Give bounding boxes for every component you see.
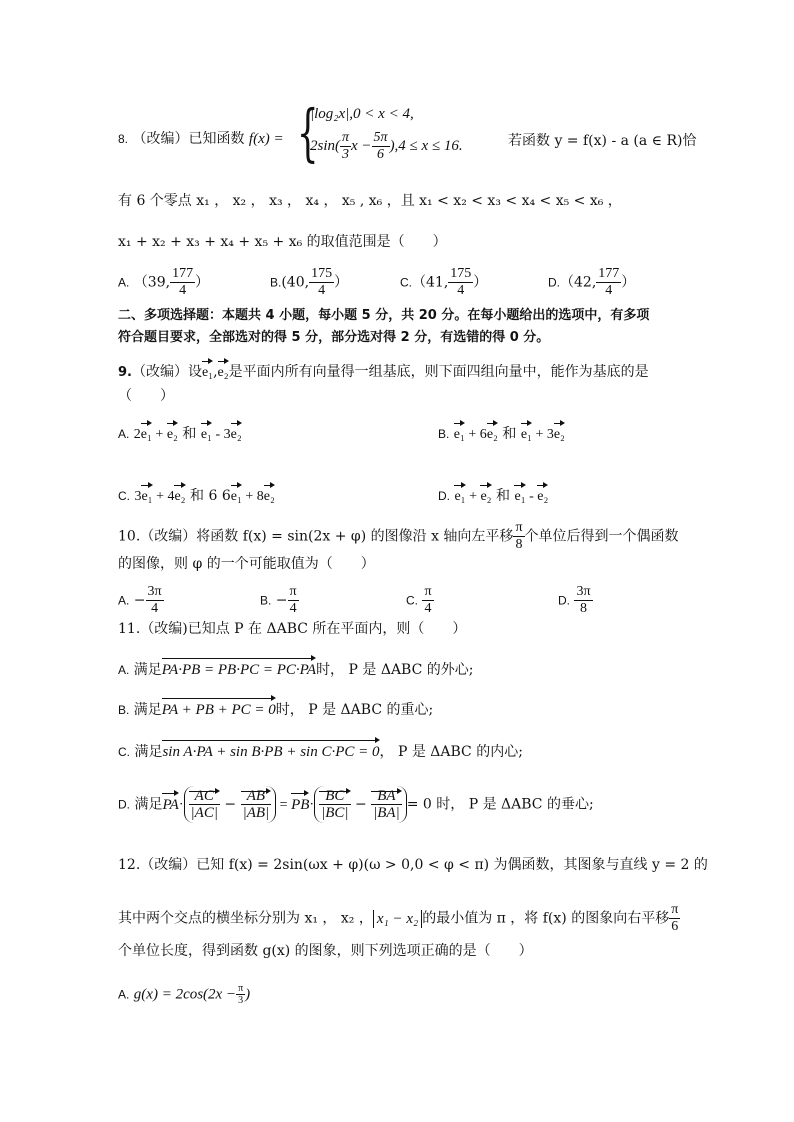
q10-line1: 10.（改编）将函数 f(x) = sin(2x + φ) 的图像沿 x 轴向左平移 $\frac{\pi}{8}$ 个单位后得到一个偶函数 [118,520,679,552]
q8-number: 8. [118,132,129,146]
q8-tail: 若函数 y = f(x) - a (a ∈ R)恰 [508,133,697,149]
q10-option-a: A. − $\frac{3\pi}{4}$ [118,584,162,616]
q12-line1: 12.（改编）已知 f(x) = 2sin(ωx + φ)(ω > 0,0 < φ < π) 为偶函数，其图象与直线 y = 2 的 [118,857,708,873]
q10-option-b: B. − $\frac{\pi}{4}$ [260,584,297,616]
q8-line2: 有 6 个零点 x₁ ， x₂ ， x₃ ， x₄ ， x₅ , x₆ ，且 x₁ < x₂ < x₃ < x₄ < x₅ < x₆ ， [118,193,622,209]
q11-option-b: B. 满足PA + PB + PC = 0时， P 是 ΔABC 的重心; [118,695,433,719]
q8-option-d: D.（42, $\frac{177}{4}$ ） [548,266,636,298]
q10-line2: 的图像，则 φ 的一个可能取值为（ ） [118,556,375,572]
q10-option-d: D. $\frac{3\pi}{8}$ [558,584,591,616]
section2-line2: 符合题目要求，全部选对的得 5 分，部分选对得 2 分，有选错的得 0 分。 [118,330,550,345]
q9-option-a: A. 2e₁ + e₂ 和 e₁ - 3e₂ [118,420,242,444]
q8-case1: |log₂x|,0 < x < 4, [310,106,414,122]
q11-line1: 11.（改编)已知点 P 在 ΔABC 所在平面内，则（ ） [118,621,467,637]
q11-d-paren-2: $\frac{BC}{|BC|}$ − $\frac{BA}{|BA|}$ [314,786,407,823]
q9-option-d: D. e₁ + e₂ 和 e₁ - e₂ [438,482,548,506]
q9-option-c: C. 3e₁ + 4e₂ 和 6 6e₁ + 8e₂ [118,482,275,506]
q8-brace: { [296,96,319,169]
q8-option-b: B.(40, $\frac{175}{4}$ ） [270,266,349,298]
section2-line1: 二、多项选择题：本题共 4 小题，每小题 5 分，共 20 分。在每小题给出的选项中，有多项 [118,308,650,323]
q8-fx: f(x) = [248,131,284,147]
q12-line3: 个单位长度，得到函数 g(x) 的图象，则下列选项正确的是（ ） [118,943,533,959]
q11-option-d: D. 满足PA· $\frac{AC}{|AC|}$ − $\frac{AB}{|AB|}$ = PB· $\frac{BC}{|BC|}$ − $\frac{BA}{|BA|}$ = 0 时， P 是 ΔABC 的垂心; [118,788,594,821]
q11-option-c: C. 满足sin A·PA + sin B·PB + sin C·PC = 0， P 是 ΔABC 的内心; [118,737,523,761]
q8-option-c: C.（41, $\frac{175}{4}$ ） [400,266,488,298]
q12-line2: 其中两个交点的横坐标分别为 x₁ ， x₂ ， x₁ − x₂ 的最小值为 π ，将 f(x) 的图象向右平移 $\frac{\pi}{6}$ [118,902,679,934]
q12-option-a: A. g(x) = 2cos(2x − $\frac{\pi}{3}$ ) [118,983,251,1006]
q8-line1 [118,130,284,148]
q9-line1: 9.（改编）设e₁,e₂是平面内所有向量得一组基底，则下面四组向量中，能作为基底的是 [118,358,649,382]
q10-option-c: C. $\frac{\pi}{4}$ [406,584,432,616]
q9-option-b: B. e₁ + 6e₂ 和 e₁ + 3e₂ [438,420,565,444]
q9-paren: （ ） [118,388,174,404]
q8-option-a: A. （39, $\frac{177}{4}$ ） [118,266,210,298]
q8-line3: x₁ + x₂ + x₃ + x₄ + x₅ + x₆ 的取值范围是（ ） [118,234,447,250]
q11-d-paren-1: $\frac{AC}{|AC|}$ − $\frac{AB}{|AB|}$ [184,786,277,823]
q8-case2: 2sin( $\frac{\pi}{3}$ x − $\frac{5\pi}{6}$ ),4 ≤ x ≤ 16. [310,130,463,162]
q8-tag: （改编）已知函数 [132,131,245,147]
q11-option-a: A. 满足PA·PB = PB·PC = PC·PA时， P 是 ΔABC 的外心; [118,655,473,679]
